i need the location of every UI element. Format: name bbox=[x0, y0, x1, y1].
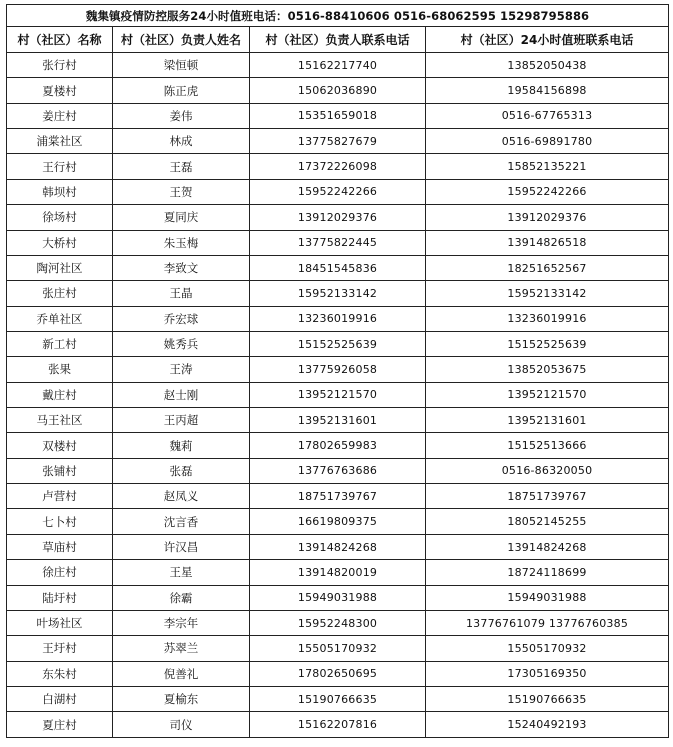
village-name-cell: 新工村 bbox=[7, 331, 113, 356]
duty-phone-cell: 13952131601 bbox=[426, 408, 669, 433]
leader-name-cell: 张磊 bbox=[113, 458, 250, 483]
leader-name-cell: 夏榆东 bbox=[113, 686, 250, 711]
leader-phone-cell: 13914820019 bbox=[250, 560, 426, 585]
village-name-cell: 乔单社区 bbox=[7, 306, 113, 331]
table-row bbox=[7, 255, 669, 280]
village-name-cell: 王圩村 bbox=[7, 636, 113, 661]
leader-phone-cell: 15505170932 bbox=[250, 636, 426, 661]
duty-phone-cell: 18251652567 bbox=[426, 255, 669, 280]
duty-phone-cell: 15952242266 bbox=[426, 179, 669, 204]
table-row bbox=[7, 636, 669, 661]
leader-phone-cell: 15162207816 bbox=[250, 712, 426, 737]
duty-phone-cell: 0516-69891780 bbox=[426, 129, 669, 154]
table-row bbox=[7, 230, 669, 255]
leader-phone-cell: 18751739767 bbox=[250, 484, 426, 509]
leader-name-cell: 陈正虎 bbox=[113, 78, 250, 103]
village-name-cell: 陶河社区 bbox=[7, 255, 113, 280]
column-header-leader-phone: 村（社区）负责人联系电话 bbox=[250, 27, 426, 53]
contact-table bbox=[6, 4, 669, 738]
table-row bbox=[7, 78, 669, 103]
leader-phone-cell: 15162217740 bbox=[250, 53, 426, 78]
table-row bbox=[7, 509, 669, 534]
leader-name-cell: 夏同庆 bbox=[113, 205, 250, 230]
leader-name-cell: 苏翠兰 bbox=[113, 636, 250, 661]
table-row bbox=[7, 103, 669, 128]
leader-name-cell: 沈言香 bbox=[113, 509, 250, 534]
table-row bbox=[7, 154, 669, 179]
leader-phone-cell: 18451545836 bbox=[250, 255, 426, 280]
table-row bbox=[7, 306, 669, 331]
leader-phone-cell: 15949031988 bbox=[250, 585, 426, 610]
leader-name-cell: 姜伟 bbox=[113, 103, 250, 128]
leader-name-cell: 赵凤义 bbox=[113, 484, 250, 509]
village-name-cell: 白湖村 bbox=[7, 686, 113, 711]
leader-phone-cell: 15062036890 bbox=[250, 78, 426, 103]
table-row bbox=[7, 357, 669, 382]
table-row bbox=[7, 458, 669, 483]
leader-name-cell: 王丙超 bbox=[113, 408, 250, 433]
leader-phone-cell: 15190766635 bbox=[250, 686, 426, 711]
table-body bbox=[7, 5, 669, 738]
leader-phone-cell: 13776763686 bbox=[250, 458, 426, 483]
duty-phone-cell: 18724118699 bbox=[426, 560, 669, 585]
leader-phone-cell: 13775827679 bbox=[250, 129, 426, 154]
duty-phone-cell: 0516-86320050 bbox=[426, 458, 669, 483]
table-row bbox=[7, 534, 669, 559]
table-row bbox=[7, 179, 669, 204]
table-row bbox=[7, 686, 669, 711]
duty-phone-cell: 15852135221 bbox=[426, 154, 669, 179]
village-name-cell: 马王社区 bbox=[7, 408, 113, 433]
village-name-cell: 叶场社区 bbox=[7, 610, 113, 635]
table-row bbox=[7, 382, 669, 407]
village-name-cell: 张庄村 bbox=[7, 281, 113, 306]
hotline-banner: 魏集镇疫情防控服务24小时值班电话：0516-88410606 0516-68062595 15298795886 bbox=[7, 5, 669, 27]
header-row bbox=[7, 27, 669, 53]
duty-phone-cell: 13852053675 bbox=[426, 357, 669, 382]
village-name-cell: 张铺村 bbox=[7, 458, 113, 483]
duty-phone-cell: 19584156898 bbox=[426, 78, 669, 103]
village-name-cell: 大桥村 bbox=[7, 230, 113, 255]
leader-name-cell: 朱玉梅 bbox=[113, 230, 250, 255]
village-name-cell: 陆圩村 bbox=[7, 585, 113, 610]
column-header-leader-name: 村（社区）负责人姓名 bbox=[113, 27, 250, 53]
banner-row bbox=[7, 5, 669, 27]
leader-phone-cell: 15351659018 bbox=[250, 103, 426, 128]
leader-name-cell: 许汉昌 bbox=[113, 534, 250, 559]
duty-phone-cell: 15952133142 bbox=[426, 281, 669, 306]
table-row bbox=[7, 560, 669, 585]
leader-name-cell: 司仪 bbox=[113, 712, 250, 737]
leader-name-cell: 倪善礼 bbox=[113, 661, 250, 686]
leader-phone-cell: 15952248300 bbox=[250, 610, 426, 635]
leader-phone-cell: 15952242266 bbox=[250, 179, 426, 204]
village-name-cell: 徐场村 bbox=[7, 205, 113, 230]
leader-phone-cell: 15952133142 bbox=[250, 281, 426, 306]
village-name-cell: 王行村 bbox=[7, 154, 113, 179]
leader-name-cell: 王晶 bbox=[113, 281, 250, 306]
leader-phone-cell: 13775926058 bbox=[250, 357, 426, 382]
table-row bbox=[7, 661, 669, 686]
table-row bbox=[7, 129, 669, 154]
leader-phone-cell: 13912029376 bbox=[250, 205, 426, 230]
duty-phone-cell: 18052145255 bbox=[426, 509, 669, 534]
village-name-cell: 徐庄村 bbox=[7, 560, 113, 585]
village-name-cell: 草庙村 bbox=[7, 534, 113, 559]
duty-phone-cell: 13236019916 bbox=[426, 306, 669, 331]
village-name-cell: 张果 bbox=[7, 357, 113, 382]
leader-name-cell: 王星 bbox=[113, 560, 250, 585]
column-header-duty-phone: 村（社区）24小时值班联系电话 bbox=[426, 27, 669, 53]
leader-name-cell: 林成 bbox=[113, 129, 250, 154]
duty-phone-cell: 13952121570 bbox=[426, 382, 669, 407]
duty-phone-cell: 13912029376 bbox=[426, 205, 669, 230]
duty-phone-cell: 15190766635 bbox=[426, 686, 669, 711]
table-row bbox=[7, 281, 669, 306]
leader-phone-cell: 17802659983 bbox=[250, 433, 426, 458]
leader-phone-cell: 17802650695 bbox=[250, 661, 426, 686]
duty-phone-cell: 18751739767 bbox=[426, 484, 669, 509]
village-name-cell: 韩坝村 bbox=[7, 179, 113, 204]
duty-phone-cell: 15152513666 bbox=[426, 433, 669, 458]
table-row bbox=[7, 331, 669, 356]
leader-phone-cell: 15152525639 bbox=[250, 331, 426, 356]
village-name-cell: 双楼村 bbox=[7, 433, 113, 458]
column-header-village-name: 村（社区）名称 bbox=[7, 27, 113, 53]
leader-name-cell: 梁恒顿 bbox=[113, 53, 250, 78]
village-name-cell: 浦棠社区 bbox=[7, 129, 113, 154]
leader-name-cell: 李致文 bbox=[113, 255, 250, 280]
table-row bbox=[7, 53, 669, 78]
leader-name-cell: 王贺 bbox=[113, 179, 250, 204]
table-row bbox=[7, 610, 669, 635]
leader-name-cell: 王涛 bbox=[113, 357, 250, 382]
leader-phone-cell: 17372226098 bbox=[250, 154, 426, 179]
duty-phone-cell: 13776761079 13776760385 bbox=[426, 610, 669, 635]
duty-phone-cell: 15949031988 bbox=[426, 585, 669, 610]
duty-phone-cell: 13852050438 bbox=[426, 53, 669, 78]
leader-phone-cell: 13236019916 bbox=[250, 306, 426, 331]
table-row bbox=[7, 433, 669, 458]
table-row bbox=[7, 205, 669, 230]
leader-phone-cell: 13775822445 bbox=[250, 230, 426, 255]
leader-name-cell: 姚秀兵 bbox=[113, 331, 250, 356]
duty-phone-cell: 13914826518 bbox=[426, 230, 669, 255]
leader-name-cell: 王磊 bbox=[113, 154, 250, 179]
village-name-cell: 卢营村 bbox=[7, 484, 113, 509]
duty-phone-cell: 13914824268 bbox=[426, 534, 669, 559]
village-name-cell: 张行村 bbox=[7, 53, 113, 78]
leader-phone-cell: 13952121570 bbox=[250, 382, 426, 407]
duty-phone-cell: 0516-67765313 bbox=[426, 103, 669, 128]
village-name-cell: 七卜村 bbox=[7, 509, 113, 534]
duty-phone-cell: 15240492193 bbox=[426, 712, 669, 737]
leader-name-cell: 赵士刚 bbox=[113, 382, 250, 407]
village-name-cell: 夏庄村 bbox=[7, 712, 113, 737]
duty-phone-cell: 15505170932 bbox=[426, 636, 669, 661]
table-row bbox=[7, 712, 669, 737]
duty-phone-cell: 17305169350 bbox=[426, 661, 669, 686]
leader-name-cell: 乔宏球 bbox=[113, 306, 250, 331]
table-row bbox=[7, 484, 669, 509]
table-row bbox=[7, 408, 669, 433]
village-name-cell: 戴庄村 bbox=[7, 382, 113, 407]
village-name-cell: 姜庄村 bbox=[7, 103, 113, 128]
leader-name-cell: 李宗年 bbox=[113, 610, 250, 635]
duty-phone-cell: 15152525639 bbox=[426, 331, 669, 356]
leader-phone-cell: 13914824268 bbox=[250, 534, 426, 559]
leader-phone-cell: 13952131601 bbox=[250, 408, 426, 433]
village-name-cell: 东朱村 bbox=[7, 661, 113, 686]
village-name-cell: 夏楼村 bbox=[7, 78, 113, 103]
leader-name-cell: 徐霸 bbox=[113, 585, 250, 610]
leader-phone-cell: 16619809375 bbox=[250, 509, 426, 534]
table-row bbox=[7, 585, 669, 610]
leader-name-cell: 魏莉 bbox=[113, 433, 250, 458]
